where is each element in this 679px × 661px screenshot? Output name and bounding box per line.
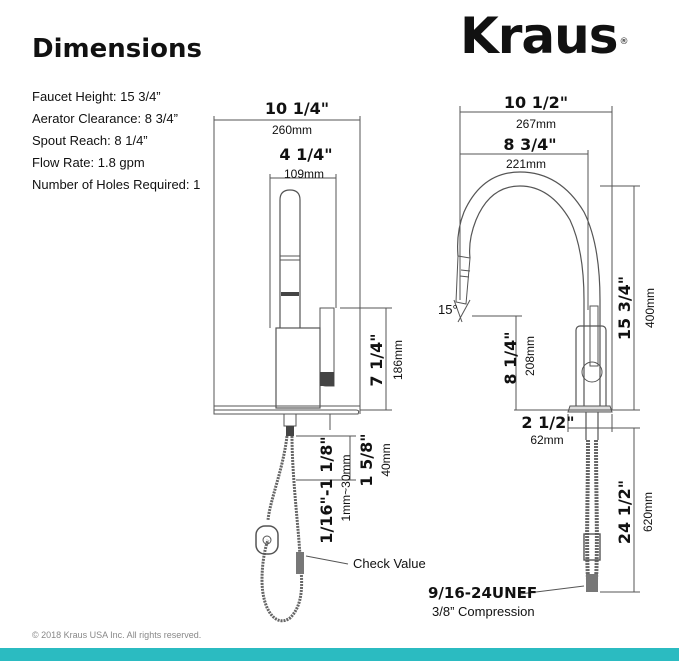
page-title: Dimensions xyxy=(32,34,202,64)
spec-faucet-height: Faucet Height: 15 3/4” xyxy=(32,89,161,104)
spec-aerator-clearance: Aerator Clearance: 8 3/4” xyxy=(32,111,178,126)
copyright-text: © 2018 Kraus USA Inc. All rights reserved. xyxy=(32,630,202,640)
spout-width-inches: 4 1/4" xyxy=(279,145,333,164)
check-valve-label: Check Value xyxy=(353,556,426,571)
hose-length-inches: 24 1/2" xyxy=(615,479,634,545)
aerator-clearance-mm: 208mm xyxy=(523,335,537,377)
front-view-faucet xyxy=(214,190,360,621)
aerator-clearance-inches: 8 1/4" xyxy=(501,331,520,385)
front-dimension-lines xyxy=(214,116,392,564)
compression-spec-label: 3/8” Compression xyxy=(432,604,535,619)
base-diameter-inches: 2 1/2" xyxy=(521,413,575,432)
hose-length-mm: 620mm xyxy=(641,491,655,533)
side-reach-mm: 267mm xyxy=(515,117,557,131)
body-height-mm: 186mm xyxy=(391,339,405,381)
logo-text: Kraus xyxy=(460,7,618,65)
thread-spec-label: 9/16-24UNEF xyxy=(428,584,538,602)
side-dimension-lines xyxy=(454,106,640,594)
spout-reach-inches: 8 3/4" xyxy=(503,135,557,154)
side-view-faucet xyxy=(456,172,612,592)
side-reach-inches: 10 1/2" xyxy=(503,93,569,112)
spec-flow-rate: Flow Rate: 1.8 gpm xyxy=(32,155,145,170)
spec-spout-reach: Spout Reach: 8 1/4” xyxy=(32,133,148,148)
spec-holes-required: Number of Holes Required: 1 xyxy=(32,177,201,192)
overall-height-mm: 400mm xyxy=(643,287,657,329)
front-width-mm: 260mm xyxy=(271,123,313,137)
registered-mark: ® xyxy=(619,37,628,47)
accent-bar xyxy=(0,648,679,661)
shank-length-inches: 1 5/8" xyxy=(357,433,376,487)
base-diameter-mm: 62mm xyxy=(530,433,564,447)
overall-height-inches: 15 3/4" xyxy=(615,275,634,341)
deck-range-inches: 1/16"-1 1/8" xyxy=(317,436,336,544)
shank-length-mm: 40mm xyxy=(379,443,393,477)
spray-angle-label: 15° xyxy=(438,302,458,317)
spout-reach-mm: 221mm xyxy=(505,157,547,171)
front-width-inches: 10 1/4" xyxy=(264,99,330,118)
body-height-inches: 7 1/4" xyxy=(367,333,386,387)
spout-width-mm: 109mm xyxy=(283,167,325,181)
deck-range-mm: 1mm~30mm xyxy=(339,454,353,522)
